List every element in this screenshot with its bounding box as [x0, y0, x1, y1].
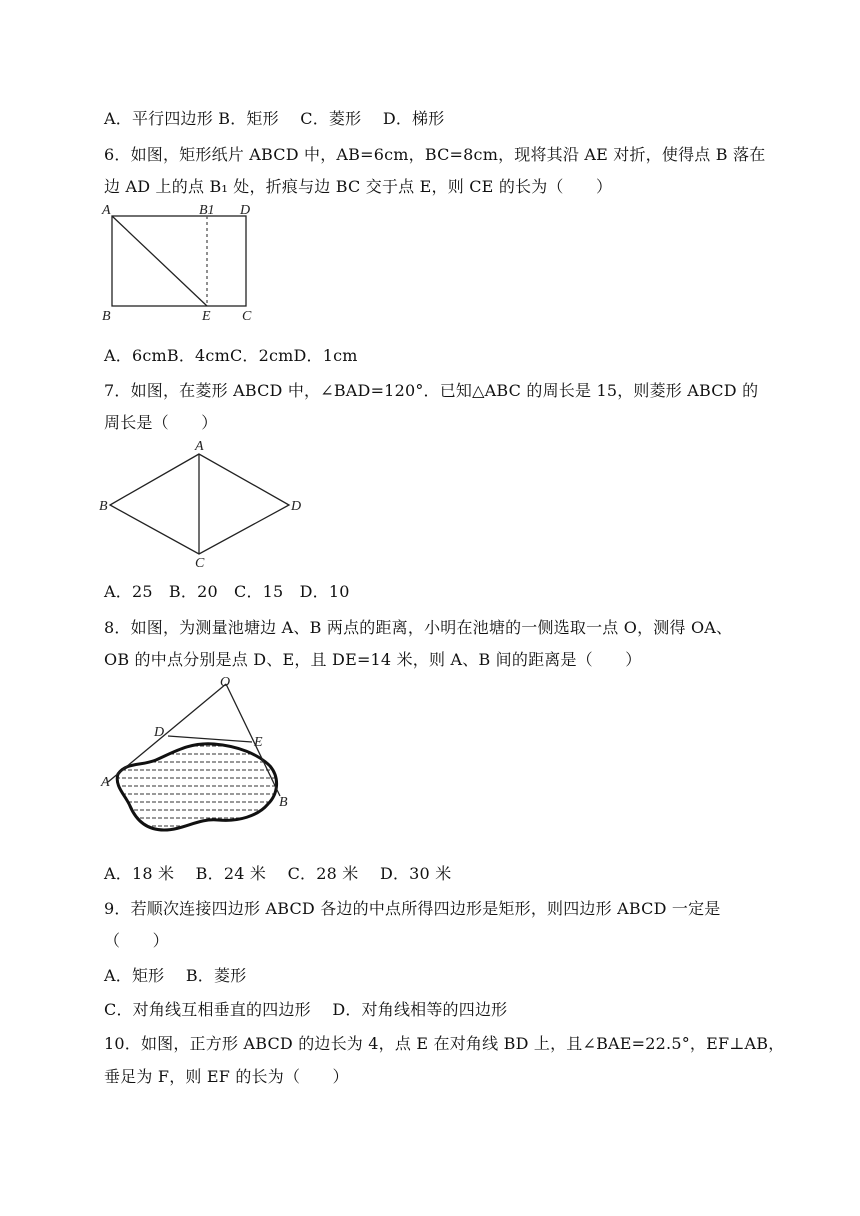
- q5-options: A．平行四边形 B．矩形 C．菱形 D．梯形: [104, 109, 445, 128]
- label-b: B: [99, 499, 108, 514]
- label-d: D: [291, 499, 302, 514]
- label-e: E: [202, 309, 211, 324]
- q7-stem-line2: 周长是（ ）: [104, 413, 218, 432]
- label-a: A: [101, 775, 110, 790]
- label-a: A: [195, 439, 204, 454]
- label-e: E: [254, 735, 263, 750]
- q6-stem-line1: 6．如图，矩形纸片 ABCD 中，AB=6cm，BC=8cm，现将其沿 AE 对折，使得点 B 落在: [104, 145, 766, 164]
- q10-stem-line2: 垂足为 F，则 EF 的长为（ ）: [104, 1067, 349, 1086]
- q7-options: A．25 B．20 C．15 D．10: [104, 582, 350, 601]
- q10-stem-line1: 10．如图，正方形 ABCD 的边长为 4，点 E 在对角线 BD 上，且∠BAE=22.5°，EF⊥AB，: [104, 1034, 785, 1053]
- label-d: D: [154, 725, 165, 740]
- q6-rectangle-figure: [98, 198, 268, 326]
- q9-options-line2: C．对角线互相垂直的四边形 D．对角线相等的四边形: [104, 1000, 508, 1019]
- q8-stem-line1: 8．如图，为测量池塘边 A、B 两点的距离，小明在池塘的一侧选取一点 O，测得 OA、: [104, 618, 733, 637]
- q6-options: A．6cmB．4cmC．2cmD．1cm: [104, 346, 358, 365]
- q6-stem-line2: 边 AD 上的点 B₁ 处，折痕与边 BC 交于点 E，则 CE 的长为（ ）: [104, 177, 613, 196]
- q7-stem-line1: 7．如图，在菱形 ABCD 中，∠BAD=120°．已知△ABC 的周长是 15，则菱形 ABCD 的: [104, 381, 759, 400]
- label-c: C: [242, 309, 252, 324]
- label-b1: B1: [199, 203, 215, 218]
- q8-stem-line2: OB 的中点分别是点 D、E，且 DE=14 米，则 A、B 间的距离是（ ）: [104, 650, 642, 669]
- q8-pond-figure: [98, 670, 308, 845]
- label-a: A: [102, 203, 111, 218]
- q9-stem-line2: （ ）: [104, 931, 169, 950]
- label-o: O: [220, 675, 231, 690]
- q9-options-line1: A．矩形 B．菱形: [104, 966, 247, 985]
- rectangle-abcd: [112, 216, 246, 306]
- label-b: B: [102, 309, 111, 324]
- label-d: D: [240, 203, 251, 218]
- line-de: [168, 736, 252, 742]
- label-c: C: [195, 556, 205, 571]
- q9-stem-line1: 9．若顺次连接四边形 ABCD 各边的中点所得四边形是矩形，则四边形 ABCD 一定是: [104, 899, 721, 918]
- q8-options: A．18 米 B．24 米 C．28 米 D．30 米: [104, 864, 452, 883]
- fold-line-ae: [112, 216, 207, 306]
- label-b: B: [279, 795, 288, 810]
- q7-rhombus-figure: [98, 436, 318, 572]
- pond-shape: [117, 744, 276, 830]
